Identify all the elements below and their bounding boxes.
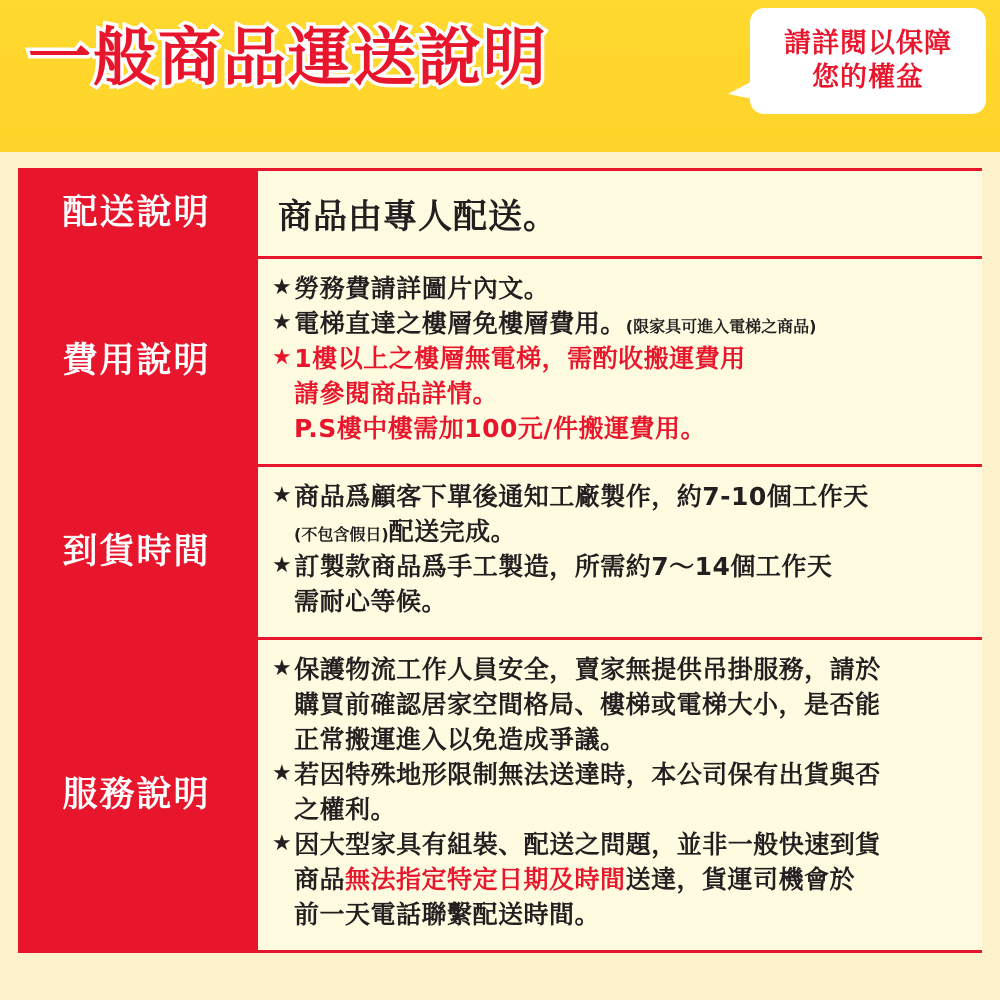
row-body-fee <box>258 259 982 464</box>
arrival-line-2-note: (不包含假日) <box>294 525 389 544</box>
table-row <box>18 640 982 950</box>
service-line-5: 之權利。 <box>294 795 397 824</box>
row-label-delivery: 配送說明 <box>18 171 258 256</box>
row-body-arrival <box>258 467 982 637</box>
arrival-line-3: 訂製款商品爲手工製造，所需約7～14個工作天 <box>294 552 833 581</box>
star-icon: ★ <box>272 553 293 578</box>
service-line-7-highlight: 無法指定特定日期及時間 <box>345 865 626 894</box>
star-icon: ★ <box>272 345 293 370</box>
service-line-6: 因大型家具有組裝、配送之問題，並非一般快速到貨 <box>294 830 881 859</box>
arrival-line-2: (不包含假日)配送完成。 <box>294 517 517 546</box>
list-item <box>272 273 966 305</box>
notice-line-1: 請詳閱以保障 <box>784 28 952 60</box>
service-line-4: 若因特殊地形限制無法送達時，本公司保有出貨與否 <box>294 760 881 789</box>
table-row <box>18 467 982 640</box>
list-item <box>272 343 966 375</box>
row-label-service: 服務說明 <box>18 640 258 950</box>
table-row <box>18 259 982 467</box>
service-line-8: 前一天電話聯繫配送時間。 <box>294 900 601 929</box>
star-icon: ★ <box>272 275 293 300</box>
shipping-info-table <box>18 168 982 953</box>
row-label-fee: 費用說明 <box>18 259 258 464</box>
service-line-1: 保護物流工作人員安全，賣家無提供吊掛服務，請於 <box>294 655 881 684</box>
fee-line-2: 電梯直達之樓層免樓層費用。(限家具可進入電梯之商品) <box>294 309 817 338</box>
star-icon: ★ <box>272 831 293 856</box>
list-item <box>272 551 966 583</box>
delivery-text: 商品由專人配送。 <box>278 197 558 237</box>
list-item <box>272 654 966 686</box>
table-row <box>18 171 982 259</box>
service-line-2: 購買前確認居家空間格局、樓梯或電梯大小，是否能 <box>294 690 881 719</box>
fee-line-4: 請參閱商品詳情。 <box>294 379 499 408</box>
page-title: 一般商品運送說明 <box>28 21 548 94</box>
star-icon: ★ <box>272 310 293 335</box>
fee-line-2-note: (限家具可進入電梯之商品) <box>625 317 817 336</box>
fee-line-5: P.S樓中樓需加100元/件搬運費用。 <box>294 414 707 443</box>
row-label-arrival: 到貨時間 <box>18 467 258 637</box>
notice-line-2: 您的權盆 <box>812 62 924 93</box>
arrival-line-1: 商品爲顧客下單後通知工廠製作，約7-10個工作天 <box>294 482 869 511</box>
header-banner <box>0 0 1000 152</box>
row-body-delivery <box>258 171 982 256</box>
list-item <box>272 829 966 861</box>
list-item <box>272 481 966 513</box>
star-icon: ★ <box>272 656 293 681</box>
list-item <box>272 759 966 791</box>
service-line-7 <box>272 864 966 896</box>
star-icon: ★ <box>272 483 293 508</box>
service-line-3: 正常搬運進入以免造成爭議。 <box>294 725 626 754</box>
fee-line-1: 勞務費請詳圖片內文。 <box>294 274 550 303</box>
service-line-7-post: 送達，貨運司機會於 <box>625 865 856 894</box>
service-line-7-pre: 商品 <box>294 865 346 894</box>
arrival-line-4: 需耐心等候。 <box>294 587 448 616</box>
notice-callout <box>750 8 986 114</box>
star-icon: ★ <box>272 761 293 786</box>
list-item <box>272 308 966 340</box>
fee-line-3: 1樓以上之樓層無電梯，需酌收搬運費用 <box>294 344 746 373</box>
row-body-service <box>258 640 982 950</box>
